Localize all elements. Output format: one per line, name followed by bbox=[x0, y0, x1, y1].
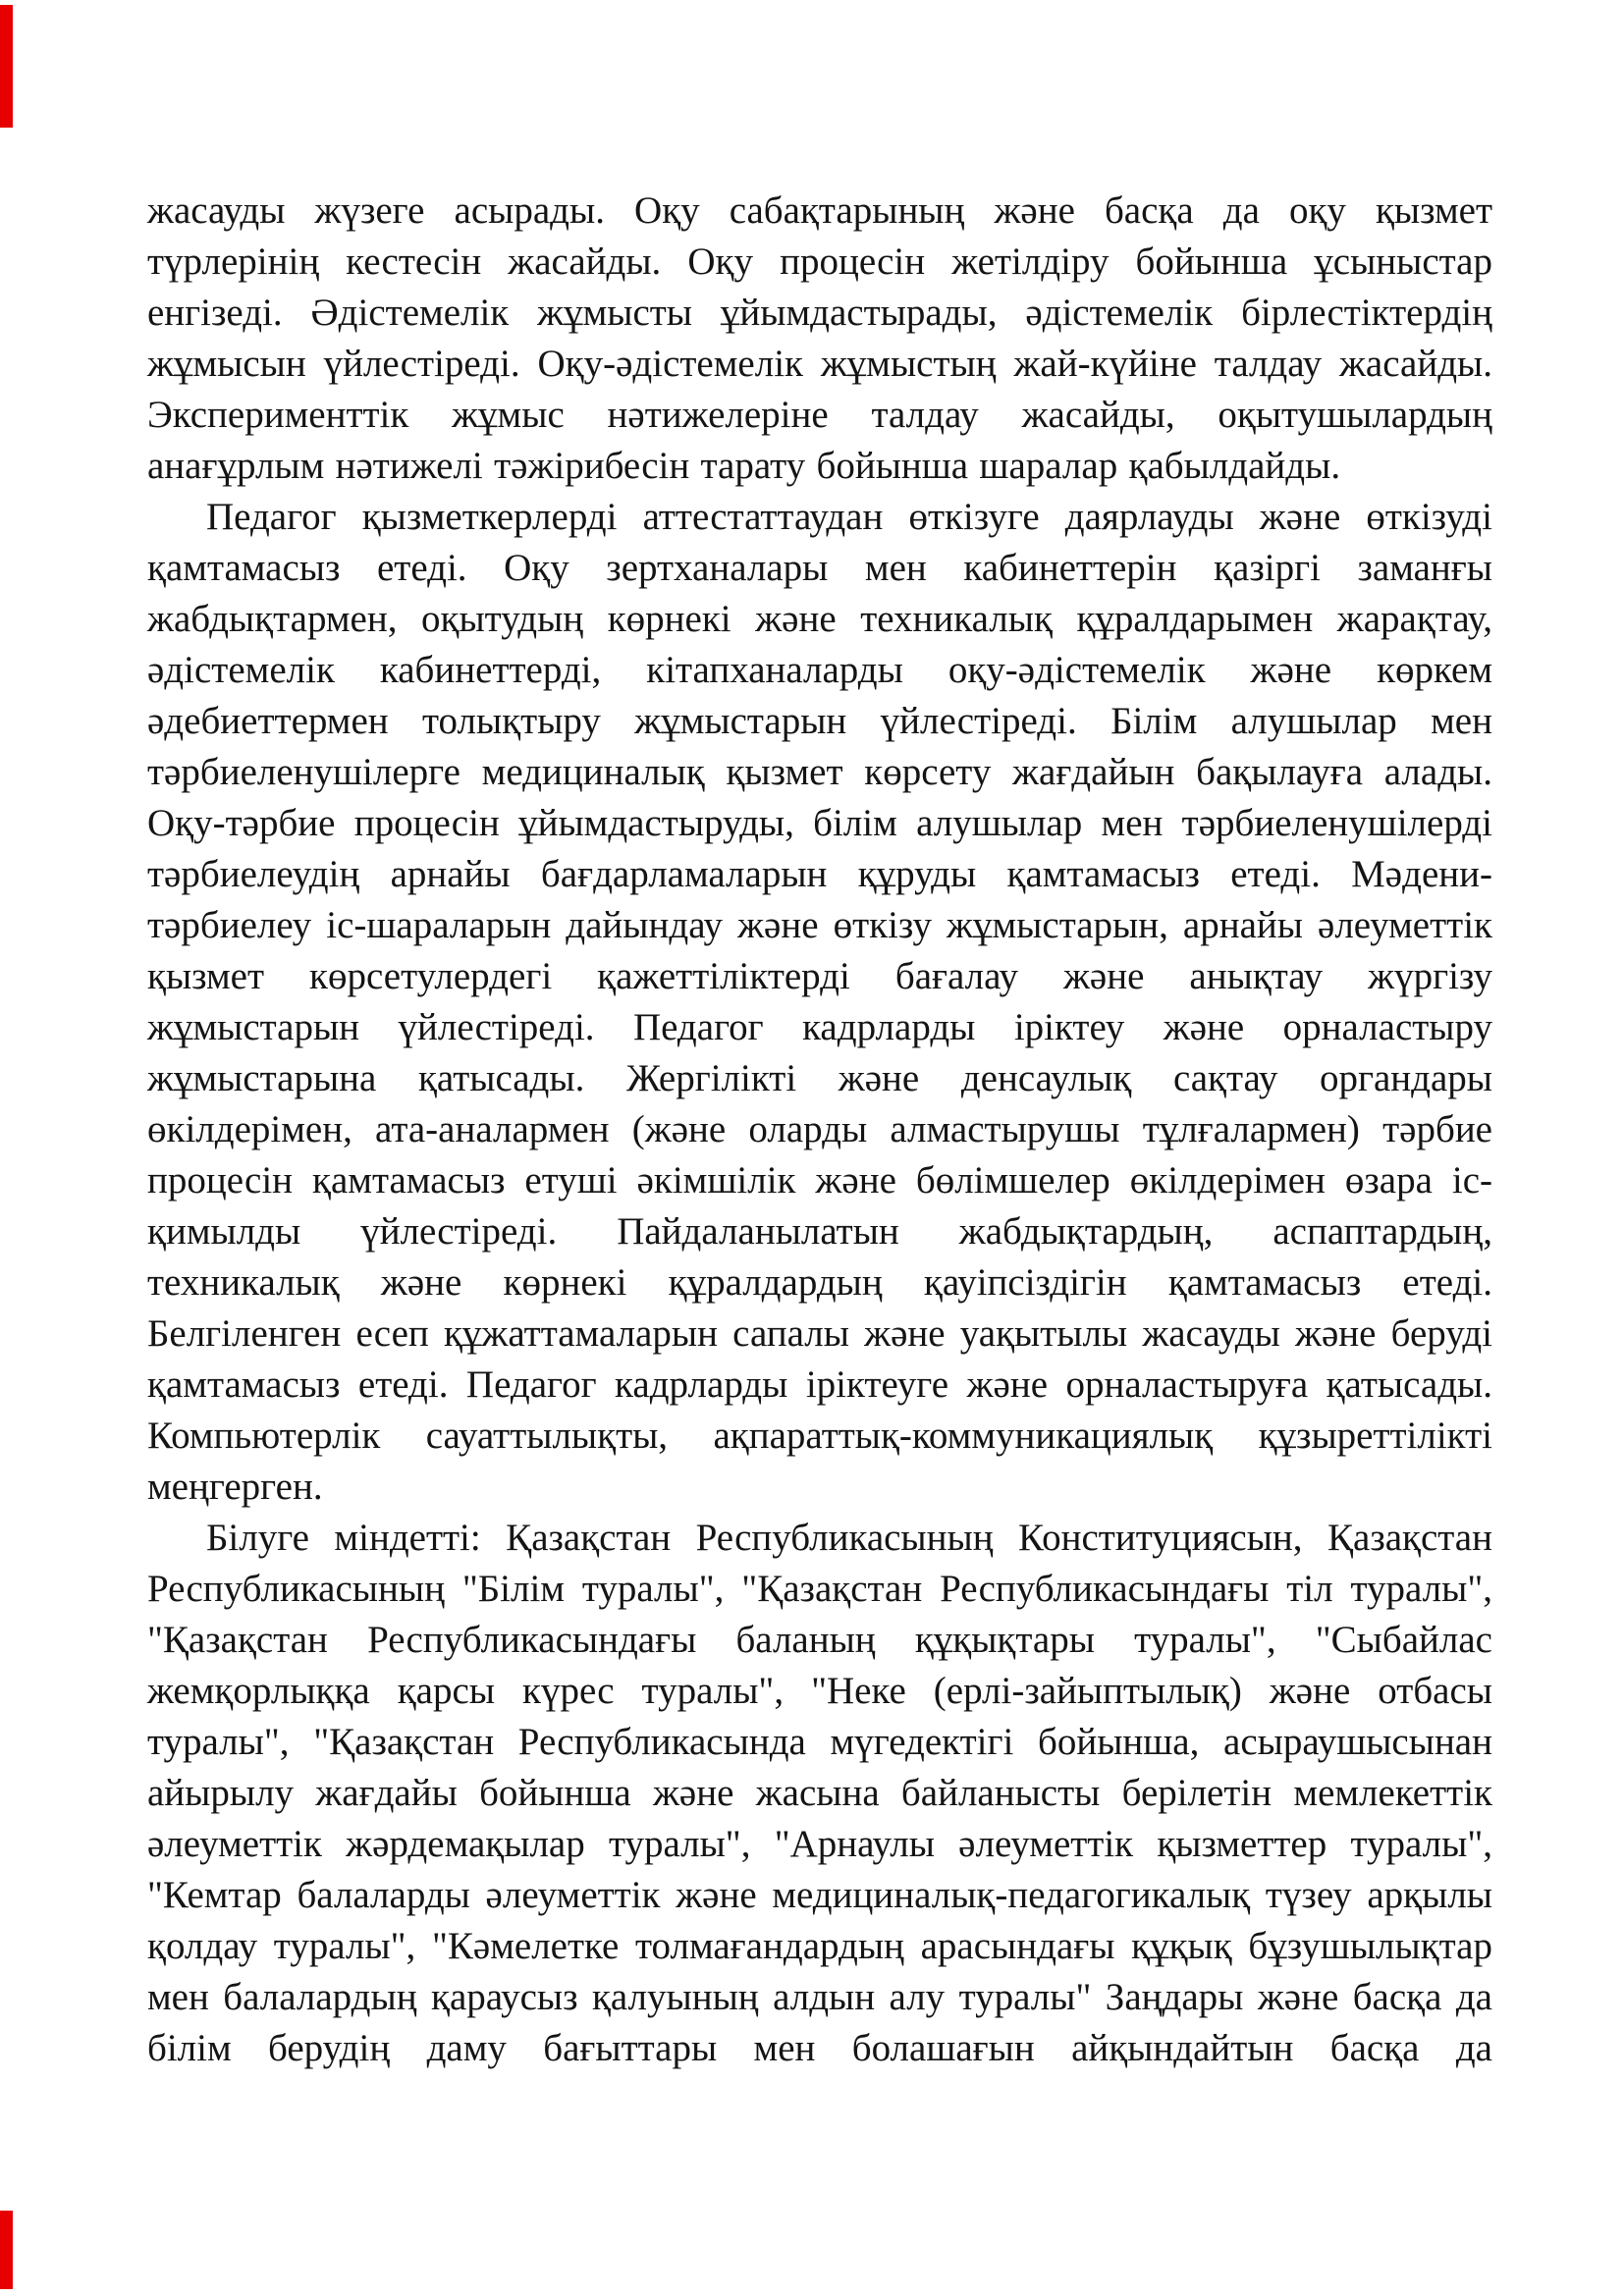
paragraph-duties-continuation: жасауды жүзеге асырады. Оқу сабақтарының және басқа да оқу қызмет түрлерінің кестесін жасайды. Оқу процесін жетілдіру бойынша ұсыныстар енгізеді. Әдістемелік жұмысты ұйымдастырады, әдістемелік бірлестіктердің жұмысын үйлестіреді. Оқу-әдістемелік жұмыстың жай-күйіне талдау жасайды. Эксперименттік жұмыс нәтижелеріне талдау жасайды, оқытушылардың анағұрлым нәтижелі тәжірибесін тарату бойынша шаралар қабылдайды. bbox=[147, 189, 1492, 487]
scan-artifact-top-left bbox=[0, 5, 13, 128]
paragraph-attestation-duties: Педагог қызметкерлерді аттестаттаудан өткізуге даярлауды және өткізуді қамтамасыз етеді. Оқу зертханалары мен кабинеттерін қазіргі заманғы жабдықтармен, оқытудың көрнекі және техникалық құралдарымен жарақтау, әдістемелік кабинеттерді, кітапханаларды оқу-әдістемелік және көркем әдебиеттермен толықтыру жұмыстарын үйлестіреді. Білім алушылар мен тәрбиеленушілерге медициналық қызмет көрсету жағдайын бақылауға алады. Оқу-тәрбие процесін ұйымдастыруды, білім алушылар мен тәрбиеленушілерді тәрбиелеудің арнайы бағдарламаларын құруды қамтамасыз етеді. Мәдени-тәрбиелеу іс-шараларын дайындау және өткізу жұмыстарын, арнайы әлеуметтік қызмет көрсетулердегі қажеттіліктерді бағалау және анықтау жүргізу жұмыстарын үйлестіреді. Педагог кадрларды іріктеу және орналастыру жұмыстарына қатысады. Жергілікті және денсаулық сақтау органдары өкілдерімен, ата-аналармен (және оларды алмастырушы тұлғалармен) тәрбие процесін қамтамасыз етуші әкімшілік және бөлімшелер өкілдерімен өзара іс-қимылды үйлестіреді. Пайдаланылатын жабдықтардың, аспаптардың, техникалық және көрнекі құралдардың қауіпсіздігін қамтамасыз етеді. Белгіленген есеп құжаттамаларын сапалы және уақытылы жасауды және беруді қамтамасыз етеді. Педагог кадрларды іріктеуге және орналастыруға қатысады. Компьютерлік сауаттылықты, ақпараттық-коммуникациялық құзыреттілікті меңгерген. bbox=[147, 496, 1492, 1508]
scan-artifact-bottom-left bbox=[0, 2211, 13, 2289]
page-text-block bbox=[147, 186, 1492, 2074]
paragraph-must-know-laws: Білуге міндетті: Қазақстан Республикасының Конституциясын, Қазақстан Республикасының "Білім туралы", "Қазақстан Республикасындағы тіл туралы", "Қазақстан Республикасындағы баланың құқықтары туралы", "Сыбайлас жемқорлыққа қарсы күрес туралы", "Неке (ерлі-зайыптылық) және отбасы туралы", "Қазақстан Республикасында мүгедектігі бойынша, асыраушысынан айырылу жағдайы бойынша және жасына байланысты берілетін мемлекеттік әлеуметтік жәрдемақылар туралы", "Арнаулы әлеуметтік қызметтер туралы", "Кемтар балаларды әлеуметтік және медициналық-педагогикалық түзеу арқылы қолдау туралы", "Кәмелетке толмағандардың арасындағы құқық бұзушылықтар мен балалардың қараусыз қалуының алдын алу туралы" Заңдары және басқа да білім берудің даму бағыттары мен болашағын айқындайтын басқа да bbox=[147, 1517, 1492, 2069]
